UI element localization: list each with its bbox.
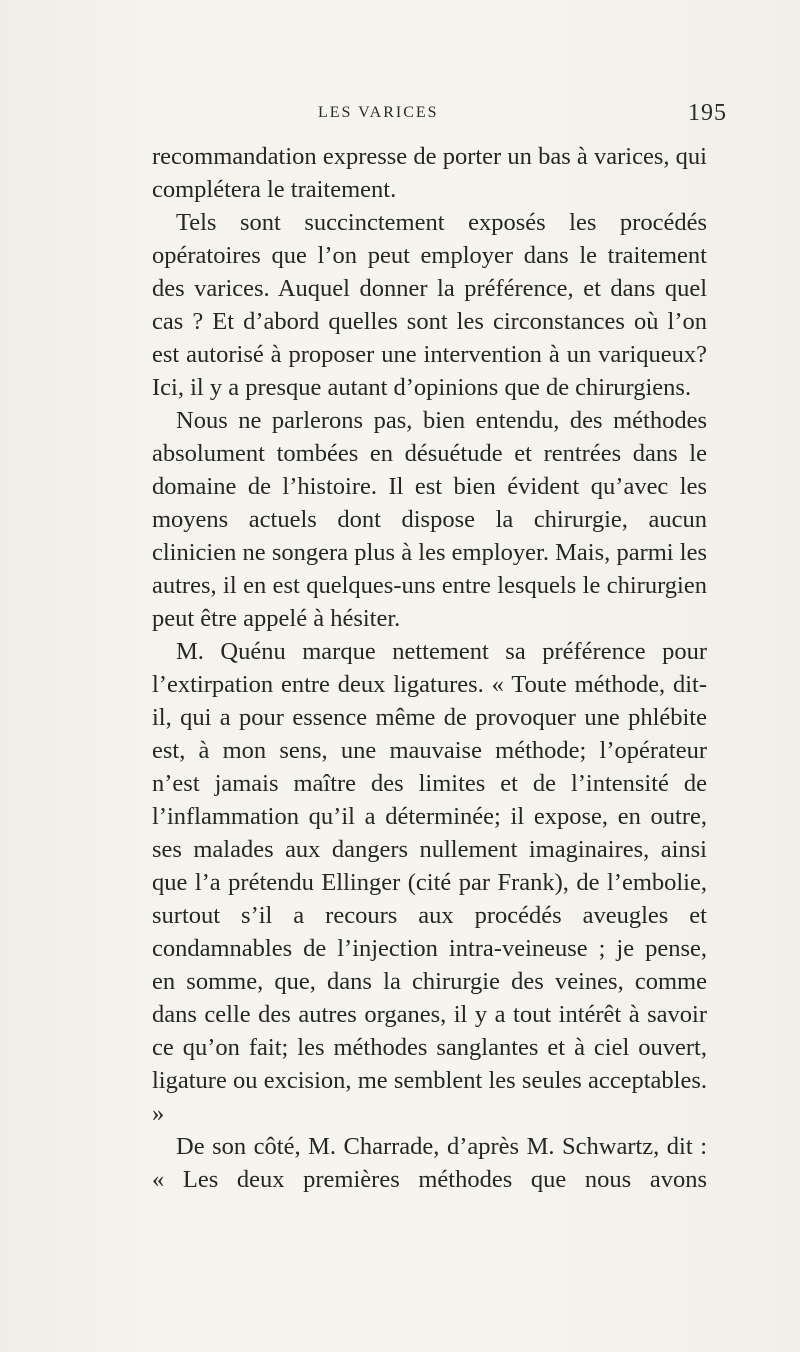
page-header bbox=[0, 100, 800, 144]
paragraph-2: Tels sont succinctement exposés les procédés opératoires que l’on peut employer dans le traitement des varices. Auquel donner la préférence, et dans quel cas ? Et d’abord quelles sont les circonstances où l’on est autorisé à proposer une intervention à un variqueux? Ici, il y a presque autant d’opinions que de chirurgiens. bbox=[152, 209, 707, 401]
paragraph-5: De son côté, M. Charrade, d’après M. Schwartz, dit : « Les deux premières méthodes que nous avons bbox=[152, 1133, 707, 1193]
body-text bbox=[152, 140, 707, 1196]
paragraph-4: M. Quénu marque nettement sa préférence pour l’extirpation entre deux ligatures. « Toute méthode, dit-il, qui a pour essence même de provoquer une phlébite est, à mon sens, une mauvaise méthode; l’opérateur n’est jamais maître des limites et de l’intensité de l’inflammation qu’il a déterminée; il expose, en outre, ses malades aux dangers nullement imaginaires, ainsi que l’a prétendu Ellinger (cité par Frank), de l’embolie, surtout s’il a recours aux procédés aveugles et condamnables de l’injection intra-veineuse ; je pense, en somme, que, dans la chirurgie des veines, comme dans celle des autres organes, il y a tout intérêt à savoir ce qu’on fait; les méthodes sanglantes et à ciel ouvert, ligature ou excision, me semblent les seules acceptables. » bbox=[152, 638, 707, 1127]
paragraph-3: Nous ne parlerons pas, bien entendu, des méthodes absolument tombées en désuétude et rentrées dans le domaine de l’histoire. Il est bien évident qu’avec les moyens actuels dont dispose la chirurgie, aucun clinicien ne songera plus à les employer. Mais, parmi les autres, il en est quelques-uns entre lesquels le chirurgien peut être appelé à hésiter. bbox=[152, 407, 707, 632]
paragraph-1: recommandation expresse de porter un bas à varices, qui complétera le traitement. bbox=[152, 143, 707, 203]
page-number: 195 bbox=[688, 100, 727, 126]
running-title: LES VARICES bbox=[318, 104, 439, 121]
